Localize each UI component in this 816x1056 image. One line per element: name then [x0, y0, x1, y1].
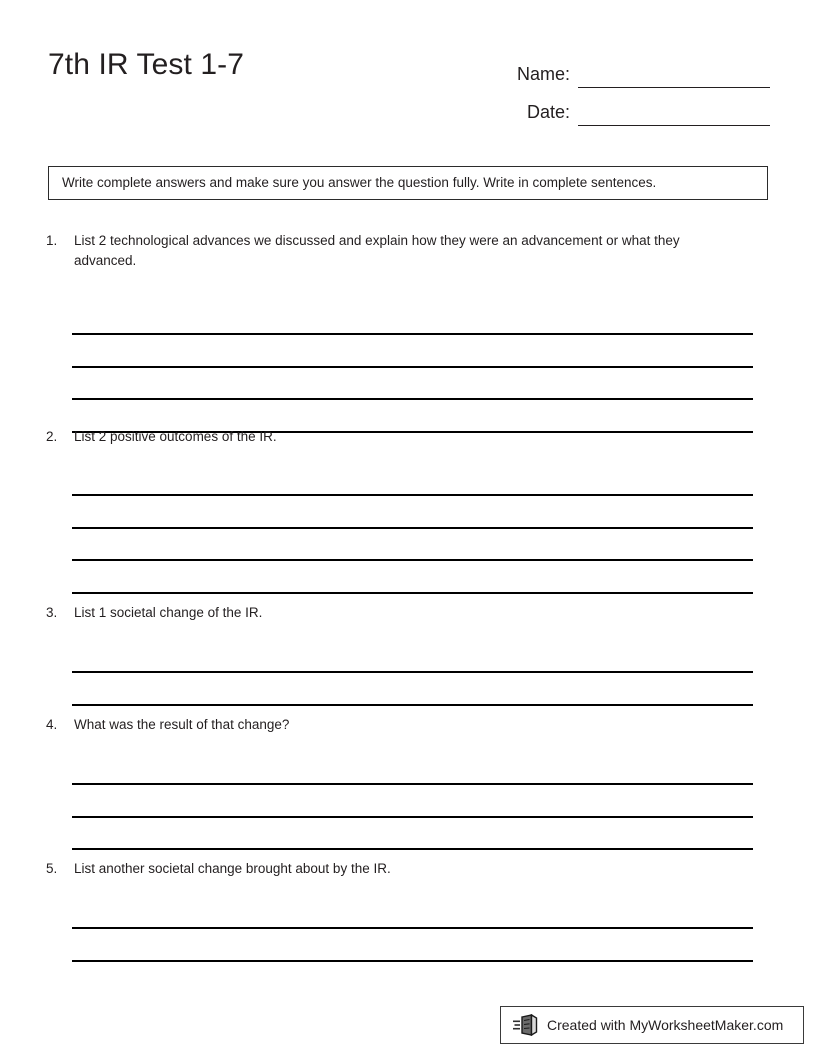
answer-line[interactable]: [72, 592, 753, 594]
date-input-rule[interactable]: [578, 103, 770, 126]
answer-line[interactable]: [72, 960, 753, 962]
answer-line[interactable]: [72, 366, 753, 368]
question-number: 2.: [46, 429, 58, 444]
question-text: What was the result of that change?: [74, 717, 290, 732]
answer-line[interactable]: [72, 704, 753, 706]
question-text: List another societal change brought about by the IR.: [74, 861, 391, 876]
page-title: 7th IR Test 1-7: [48, 48, 245, 81]
question-item-1: [46, 231, 770, 271]
question-number: 5.: [46, 861, 58, 876]
question-item-5: [46, 859, 770, 879]
created-with-label: Created with MyWorksheetMaker.com: [547, 1017, 784, 1033]
name-label: Name:: [516, 64, 570, 84]
question-number: 1.: [46, 233, 58, 248]
question-text: List 2 technological advances we discussed and explain how they were an advancement or what they advanced.: [74, 233, 680, 268]
answer-line[interactable]: [72, 927, 753, 929]
name-date-group: [470, 50, 770, 126]
answer-line[interactable]: [72, 783, 753, 785]
instructions-box: [48, 166, 768, 200]
date-label: Date:: [526, 102, 570, 122]
question-prompt: [46, 427, 770, 447]
name-input-rule[interactable]: [578, 65, 770, 88]
question-number: 4.: [46, 717, 58, 732]
question-item-4: [46, 715, 770, 735]
question-prompt: [46, 603, 770, 623]
question-prompt: [46, 715, 770, 735]
answer-line[interactable]: [72, 671, 753, 673]
answer-line[interactable]: [72, 333, 753, 335]
question-number: 3.: [46, 605, 58, 620]
answer-line[interactable]: [72, 559, 753, 561]
answer-line[interactable]: [72, 527, 753, 529]
date-field-row: [470, 88, 770, 126]
worksheet-maker-logo-icon: [513, 1014, 539, 1036]
answer-line[interactable]: [72, 494, 753, 496]
question-text: List 2 positive outcomes of the IR.: [74, 429, 277, 444]
question-item-3: [46, 603, 770, 623]
question-prompt: [46, 231, 770, 271]
answer-line[interactable]: [72, 816, 753, 818]
answer-line[interactable]: [72, 398, 753, 400]
instructions-text: Write complete answers and make sure you answer the question fully. Write in complete sentences.: [62, 174, 657, 190]
question-text: List 1 societal change of the IR.: [74, 605, 263, 620]
name-field-row: [470, 50, 770, 88]
question-item-2: [46, 427, 770, 447]
created-with-badge[interactable]: [500, 1006, 804, 1044]
worksheet-header: [0, 0, 816, 140]
answer-line[interactable]: [72, 848, 753, 850]
question-prompt: [46, 859, 770, 879]
